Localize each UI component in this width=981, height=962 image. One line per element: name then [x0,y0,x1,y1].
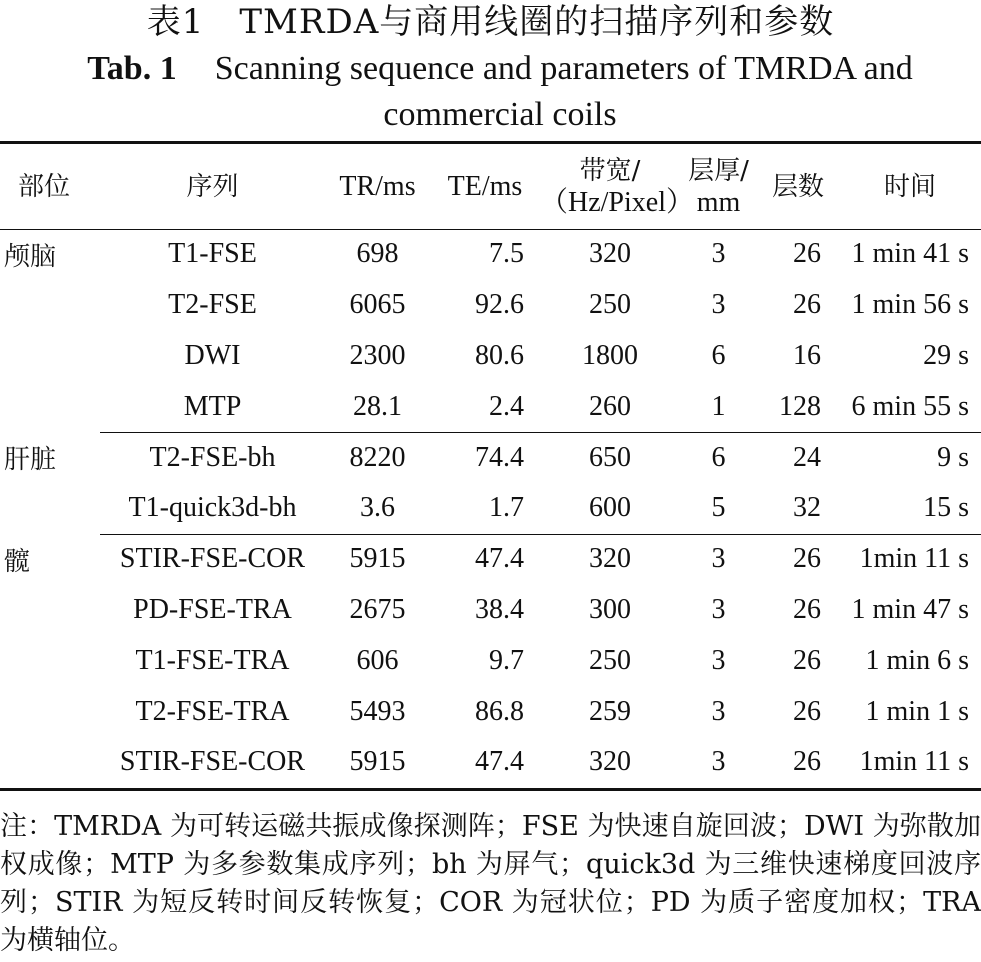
cell-sequence: STIR-FSE-COR [119,543,306,575]
cell-tr: 5493 [349,695,406,727]
cell-slices: 26 [793,644,821,676]
cell-slices: 26 [793,746,821,778]
cell-time: 1min 11 s [859,746,969,778]
header-thickness-line1: 层厚/ [688,156,749,186]
header-bandwidth [540,145,694,229]
cell-time: 1 min 6 s [865,644,969,676]
table-row [0,737,981,788]
table-row [0,432,981,483]
cell-tr: 5915 [349,543,406,575]
cell-bandwidth: 1800 [582,339,638,371]
header-tr: TR/ms [339,171,416,202]
cell-sequence: STIR-FSE-COR [119,746,306,778]
cell-te: 47.4 [475,746,524,778]
cell-part [0,483,100,534]
table-row [0,229,981,280]
cell-slices: 26 [793,238,821,270]
cell-tr: 2300 [349,339,406,371]
cell-bandwidth: 250 [589,289,631,321]
cell-slices: 24 [793,441,821,473]
cell-te: 92.6 [475,289,524,321]
cell-thickness: 3 [711,289,726,321]
cell-part [0,585,100,636]
table-row [0,381,981,432]
table-title-text: Scanning sequence and parameters of TMRDA and commercial coils [214,50,913,133]
cell-sequence: DWI [184,339,241,371]
cell-sequence: T2-FSE [168,289,257,321]
cell-slices: 26 [793,593,821,625]
cell-thickness: 6 [711,441,726,473]
cell-bandwidth: 300 [589,593,631,625]
cell-time: 1 min 47 s [851,593,969,625]
header-row [0,145,981,229]
cell-te: 2.4 [489,390,524,422]
cell-part [0,331,100,382]
header-thickness-line2: mm [696,187,741,218]
table-row [0,280,981,331]
table-row [0,331,981,382]
cell-thickness: 3 [711,543,726,575]
cell-bandwidth: 260 [589,390,631,422]
header-bandwidth-line1: 带宽/ [579,156,641,186]
cell-time: 29 s [923,339,969,371]
cell-slices: 16 [793,339,821,371]
cell-time: 1 min 56 s [851,289,969,321]
cell-te: 1.7 [489,492,524,524]
cell-bandwidth: 320 [589,746,631,778]
cell-tr: 8220 [349,441,406,473]
cell-te: 74.4 [475,441,524,473]
cell-time: 1 min 1 s [865,695,969,727]
cell-time: 6 min 55 s [851,390,969,422]
cell-thickness: 3 [711,644,726,676]
cell-te: 38.4 [475,593,524,625]
cell-part: 颅脑 [4,241,57,272]
cell-time: 1min 11 s [859,543,969,575]
cell-bandwidth: 650 [589,441,631,473]
cell-tr: 2675 [349,593,406,625]
cell-thickness: 3 [711,695,726,727]
cell-te: 47.4 [475,543,524,575]
cell-te: 9.7 [489,644,524,676]
cell-te: 80.6 [475,339,524,371]
cell-part [0,280,100,331]
cell-tr: 6065 [349,289,406,321]
cell-time: 9 s [937,441,969,473]
cell-te: 7.5 [489,238,524,270]
header-te: TE/ms [447,171,523,202]
cell-part [0,635,100,686]
table-row [0,585,981,636]
bottom-rule [0,788,981,791]
table-row [0,483,981,534]
cell-slices: 128 [779,390,821,422]
header-bandwidth-line2: （Hz/Pixel） [540,187,694,218]
header-sequence: 序列 [186,172,239,202]
header-slices: 层数 [771,172,824,202]
cell-part [0,737,100,788]
cell-part [0,686,100,737]
parameter-table [0,145,981,788]
cell-sequence: T1-quick3d-bh [128,492,297,524]
cell-sequence: T1-FSE-TRA [135,644,290,676]
cell-slices: 32 [793,492,821,524]
header-time: 时间 [883,172,936,202]
cell-tr: 5915 [349,746,406,778]
cell-tr: 606 [356,644,399,676]
cell-sequence: T2-FSE-TRA [135,695,290,727]
cell-time: 1 min 41 s [851,238,969,270]
cell-bandwidth: 600 [589,492,631,524]
cell-bandwidth: 320 [589,543,631,575]
cell-sequence: MTP [183,390,242,422]
cell-slices: 26 [793,289,821,321]
cell-tr: 3.6 [360,492,395,524]
cell-tr: 28.1 [353,390,402,422]
cell-thickness: 3 [711,593,726,625]
cell-part: 髋 [4,546,31,577]
cell-slices: 26 [793,695,821,727]
cell-thickness: 6 [711,339,726,371]
cell-thickness: 3 [711,238,726,270]
table-title-chinese: 表1 TMRDA与商用线圈的扫描序列和参数 [146,2,835,42]
table-note: 注：TMRDA 为可转运磁共振成像探测阵；FSE 为快速自旋回波；DWI 为弥散加权成像；MTP 为多参数集成序列；bh 为屏气；quick3d 为三维快速梯度回波序列；STIR 为短反转时间反转恢复；COR 为冠状位；PD 为质子密度加权；TRA 为横轴位。 [0,811,981,956]
cell-sequence: PD-FSE-TRA [133,593,292,625]
cell-thickness: 3 [711,746,726,778]
cell-sequence: T1-FSE [168,238,257,270]
cell-thickness: 1 [711,390,726,422]
table-title-english [40,46,960,138]
cell-time: 15 s [923,492,969,524]
cell-bandwidth: 250 [589,644,631,676]
cell-tr: 698 [356,238,399,270]
header-part: 部位 [18,172,71,202]
cell-bandwidth: 320 [589,238,631,270]
cell-part [0,381,100,432]
cell-sequence: T2-FSE-bh [149,441,276,473]
cell-thickness: 5 [711,492,726,524]
cell-part: 肝脏 [4,445,57,476]
table-body [0,229,981,788]
cell-te: 86.8 [475,695,524,727]
top-rule [0,141,981,144]
cell-bandwidth: 259 [589,695,631,727]
cell-slices: 26 [793,543,821,575]
table-row [0,534,981,585]
table-row [0,686,981,737]
table-label: Tab. 1 [87,50,177,87]
table-row [0,635,981,686]
